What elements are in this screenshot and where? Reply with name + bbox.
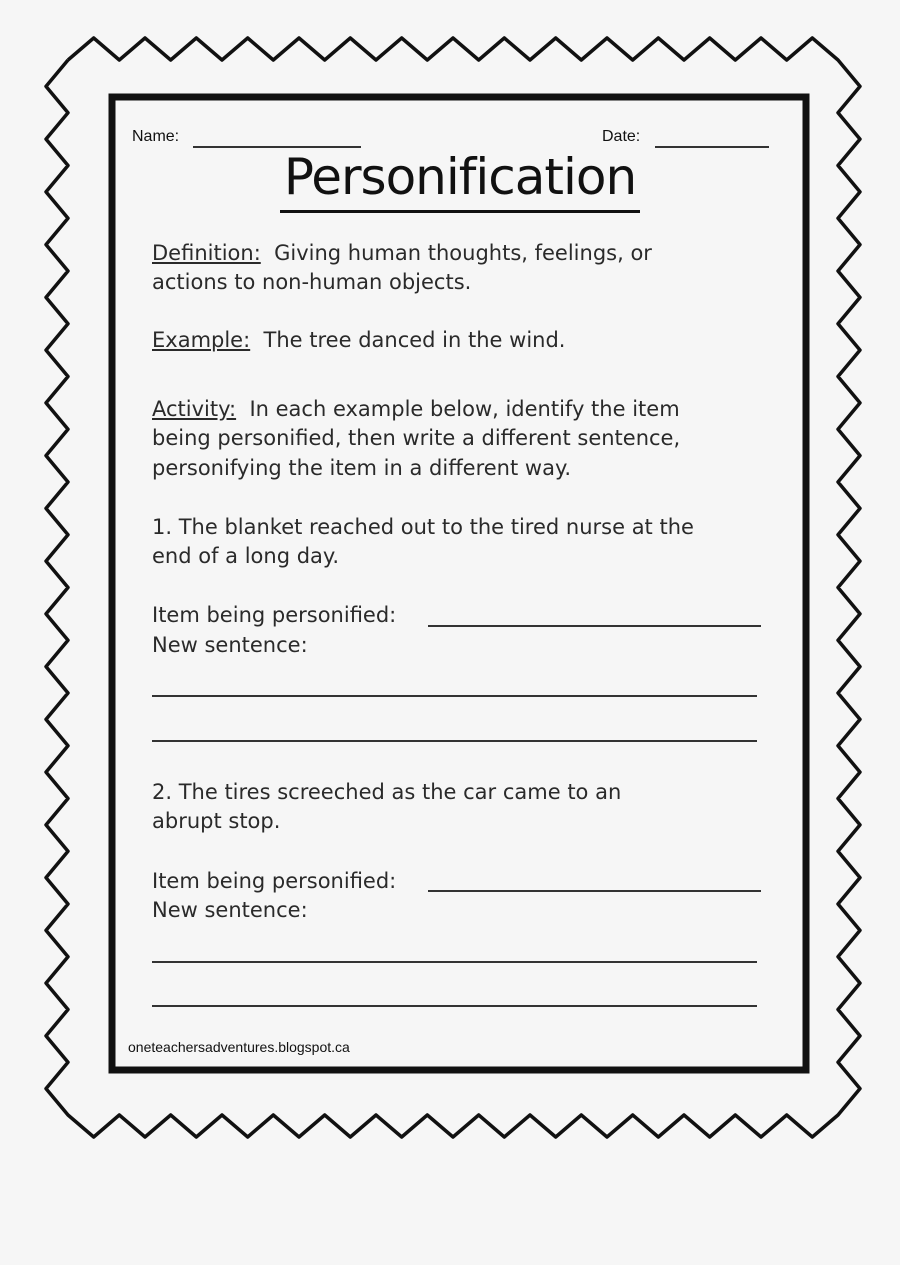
name-label: Name:	[132, 128, 180, 145]
question-1-item-label: Item being personified:	[152, 603, 397, 627]
title-underline	[280, 210, 640, 213]
question-2-sentence-label: New sentence:	[152, 898, 308, 922]
activity-text-2: being personified, then write a different sentence,	[152, 426, 681, 450]
definition-text: Giving human thoughts, feelings, or	[274, 241, 652, 265]
question-2-sentence-line-2[interactable]	[152, 1005, 757, 1007]
question-1-sentence-line-1[interactable]	[152, 695, 757, 697]
question-2-item-label: Item being personified:	[152, 869, 397, 893]
question-2-text: 2. The tires screeched as the car came to an	[152, 780, 622, 804]
footer-url: oneteachersadventures.blogspot.ca	[128, 1039, 350, 1055]
question-1-sentence-line-2[interactable]	[152, 740, 757, 742]
activity-text-3: personifying the item in a different way.	[152, 456, 572, 480]
question-1-text: 1. The blanket reached out to the tired nurse at the	[152, 515, 694, 539]
date-label: Date:	[602, 128, 641, 145]
example-label: Example:	[152, 328, 251, 352]
question-2-sentence-line-1[interactable]	[152, 961, 757, 963]
definition-text-2: actions to non-human objects.	[152, 270, 472, 294]
question-1-item-field[interactable]	[428, 625, 761, 627]
activity-label: Activity:	[152, 397, 237, 421]
question-2-text-2: abrupt stop.	[152, 809, 281, 833]
definition-label: Definition:	[152, 241, 261, 265]
question-1-sentence-label: New sentence:	[152, 633, 308, 657]
example-text: The tree danced in the wind.	[263, 328, 566, 352]
activity-text: In each example below, identify the item	[249, 397, 680, 421]
page-title: Personification	[283, 148, 637, 206]
date-field[interactable]	[655, 146, 769, 148]
question-1-text-2: end of a long day.	[152, 544, 340, 568]
question-2-item-field[interactable]	[428, 890, 761, 892]
